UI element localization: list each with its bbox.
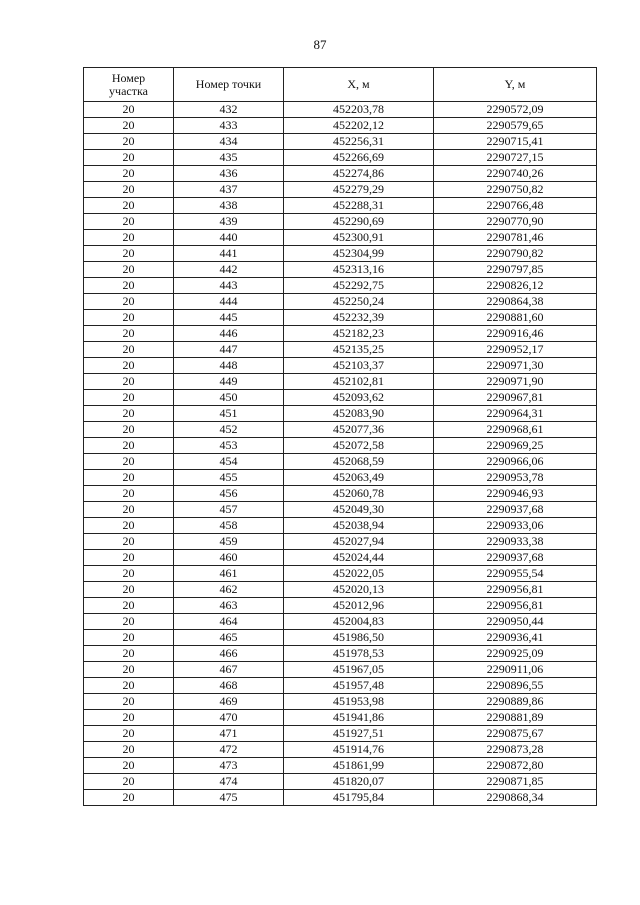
cell-y-coordinate: 2290946,93 <box>434 486 597 502</box>
cell-x-coordinate: 451953,98 <box>284 694 434 710</box>
cell-point-number: 468 <box>174 678 284 694</box>
cell-y-coordinate: 2290896,55 <box>434 678 597 694</box>
cell-plot-number: 20 <box>84 310 174 326</box>
cell-x-coordinate: 452012,96 <box>284 598 434 614</box>
cell-x-coordinate: 452274,86 <box>284 166 434 182</box>
cell-y-coordinate: 2290750,82 <box>434 182 597 198</box>
cell-plot-number: 20 <box>84 358 174 374</box>
table-row <box>84 422 597 438</box>
cell-x-coordinate: 452203,78 <box>284 102 434 118</box>
cell-x-coordinate: 452290,69 <box>284 214 434 230</box>
cell-x-coordinate: 452256,31 <box>284 134 434 150</box>
cell-point-number: 436 <box>174 166 284 182</box>
cell-plot-number: 20 <box>84 726 174 742</box>
header-row <box>84 68 597 102</box>
table-row <box>84 390 597 406</box>
table-row <box>84 166 597 182</box>
cell-plot-number: 20 <box>84 694 174 710</box>
cell-y-coordinate: 2290971,30 <box>434 358 597 374</box>
cell-y-coordinate: 2290797,85 <box>434 262 597 278</box>
cell-point-number: 460 <box>174 550 284 566</box>
cell-x-coordinate: 452063,49 <box>284 470 434 486</box>
table-row <box>84 118 597 134</box>
table-row <box>84 326 597 342</box>
cell-y-coordinate: 2290868,34 <box>434 790 597 806</box>
cell-x-coordinate: 452202,12 <box>284 118 434 134</box>
cell-x-coordinate: 452068,59 <box>284 454 434 470</box>
cell-y-coordinate: 2290936,41 <box>434 630 597 646</box>
cell-point-number: 449 <box>174 374 284 390</box>
cell-x-coordinate: 452313,16 <box>284 262 434 278</box>
cell-plot-number: 20 <box>84 758 174 774</box>
cell-point-number: 456 <box>174 486 284 502</box>
cell-y-coordinate: 2290740,26 <box>434 166 597 182</box>
cell-point-number: 459 <box>174 534 284 550</box>
cell-plot-number: 20 <box>84 534 174 550</box>
cell-plot-number: 20 <box>84 214 174 230</box>
cell-x-coordinate: 452093,62 <box>284 390 434 406</box>
cell-y-coordinate: 2290790,82 <box>434 246 597 262</box>
cell-y-coordinate: 2290911,06 <box>434 662 597 678</box>
cell-y-coordinate: 2290916,46 <box>434 326 597 342</box>
cell-y-coordinate: 2290925,09 <box>434 646 597 662</box>
cell-point-number: 454 <box>174 454 284 470</box>
cell-y-coordinate: 2290871,85 <box>434 774 597 790</box>
cell-y-coordinate: 2290971,90 <box>434 374 597 390</box>
table-row <box>84 534 597 550</box>
cell-point-number: 462 <box>174 582 284 598</box>
cell-point-number: 443 <box>174 278 284 294</box>
cell-plot-number: 20 <box>84 342 174 358</box>
cell-x-coordinate: 452077,36 <box>284 422 434 438</box>
cell-plot-number: 20 <box>84 790 174 806</box>
table-row <box>84 278 597 294</box>
table-row <box>84 454 597 470</box>
cell-y-coordinate: 2290969,25 <box>434 438 597 454</box>
cell-point-number: 441 <box>174 246 284 262</box>
cell-x-coordinate: 452004,83 <box>284 614 434 630</box>
cell-point-number: 442 <box>174 262 284 278</box>
cell-y-coordinate: 2290937,68 <box>434 550 597 566</box>
cell-x-coordinate: 452304,99 <box>284 246 434 262</box>
table-row <box>84 742 597 758</box>
cell-y-coordinate: 2290953,78 <box>434 470 597 486</box>
cell-x-coordinate: 452049,30 <box>284 502 434 518</box>
cell-x-coordinate: 452182,23 <box>284 326 434 342</box>
cell-plot-number: 20 <box>84 598 174 614</box>
table-row <box>84 678 597 694</box>
cell-y-coordinate: 2290956,81 <box>434 582 597 598</box>
cell-point-number: 466 <box>174 646 284 662</box>
cell-x-coordinate: 451927,51 <box>284 726 434 742</box>
cell-x-coordinate: 451820,07 <box>284 774 434 790</box>
cell-plot-number: 20 <box>84 454 174 470</box>
coordinates-table <box>83 67 597 806</box>
cell-point-number: 465 <box>174 630 284 646</box>
cell-y-coordinate: 2290952,17 <box>434 342 597 358</box>
header-plot-number <box>84 68 174 102</box>
cell-plot-number: 20 <box>84 678 174 694</box>
cell-plot-number: 20 <box>84 246 174 262</box>
cell-y-coordinate: 2290881,89 <box>434 710 597 726</box>
table-row <box>84 614 597 630</box>
cell-plot-number: 20 <box>84 486 174 502</box>
cell-point-number: 440 <box>174 230 284 246</box>
cell-x-coordinate: 451795,84 <box>284 790 434 806</box>
cell-x-coordinate: 452292,75 <box>284 278 434 294</box>
cell-point-number: 439 <box>174 214 284 230</box>
cell-x-coordinate: 452020,13 <box>284 582 434 598</box>
cell-point-number: 455 <box>174 470 284 486</box>
cell-x-coordinate: 452022,05 <box>284 566 434 582</box>
cell-y-coordinate: 2290579,65 <box>434 118 597 134</box>
cell-x-coordinate: 451986,50 <box>284 630 434 646</box>
cell-x-coordinate: 452060,78 <box>284 486 434 502</box>
cell-plot-number: 20 <box>84 518 174 534</box>
table-row <box>84 214 597 230</box>
table-row <box>84 582 597 598</box>
cell-point-number: 467 <box>174 662 284 678</box>
cell-x-coordinate: 451967,05 <box>284 662 434 678</box>
table-row <box>84 150 597 166</box>
cell-x-coordinate: 451978,53 <box>284 646 434 662</box>
cell-point-number: 475 <box>174 790 284 806</box>
table-row <box>84 758 597 774</box>
header-plot-number-line1: Номер <box>111 70 146 85</box>
cell-plot-number: 20 <box>84 582 174 598</box>
cell-x-coordinate: 452288,31 <box>284 198 434 214</box>
cell-point-number: 461 <box>174 566 284 582</box>
cell-plot-number: 20 <box>84 198 174 214</box>
cell-y-coordinate: 2290572,09 <box>434 102 597 118</box>
cell-y-coordinate: 2290781,46 <box>434 230 597 246</box>
table-row <box>84 630 597 646</box>
cell-y-coordinate: 2290950,44 <box>434 614 597 630</box>
cell-x-coordinate: 451941,86 <box>284 710 434 726</box>
table-row <box>84 566 597 582</box>
cell-point-number: 457 <box>174 502 284 518</box>
cell-point-number: 447 <box>174 342 284 358</box>
cell-point-number: 470 <box>174 710 284 726</box>
cell-y-coordinate: 2290933,06 <box>434 518 597 534</box>
table-row <box>84 342 597 358</box>
table-row <box>84 486 597 502</box>
cell-y-coordinate: 2290766,48 <box>434 198 597 214</box>
cell-point-number: 464 <box>174 614 284 630</box>
table-row <box>84 646 597 662</box>
cell-plot-number: 20 <box>84 742 174 758</box>
cell-y-coordinate: 2290955,54 <box>434 566 597 582</box>
table-row <box>84 374 597 390</box>
cell-point-number: 453 <box>174 438 284 454</box>
cell-plot-number: 20 <box>84 566 174 582</box>
cell-y-coordinate: 2290968,61 <box>434 422 597 438</box>
table-row <box>84 102 597 118</box>
table-row <box>84 406 597 422</box>
cell-x-coordinate: 452072,58 <box>284 438 434 454</box>
cell-point-number: 432 <box>174 102 284 118</box>
cell-plot-number: 20 <box>84 774 174 790</box>
cell-y-coordinate: 2290727,15 <box>434 150 597 166</box>
table-row <box>84 182 597 198</box>
cell-y-coordinate: 2290864,38 <box>434 294 597 310</box>
cell-point-number: 471 <box>174 726 284 742</box>
cell-plot-number: 20 <box>84 630 174 646</box>
cell-plot-number: 20 <box>84 326 174 342</box>
table-row <box>84 710 597 726</box>
cell-x-coordinate: 451914,76 <box>284 742 434 758</box>
cell-x-coordinate: 452232,39 <box>284 310 434 326</box>
cell-y-coordinate: 2290873,28 <box>434 742 597 758</box>
cell-plot-number: 20 <box>84 550 174 566</box>
cell-plot-number: 20 <box>84 710 174 726</box>
cell-x-coordinate: 452279,29 <box>284 182 434 198</box>
cell-plot-number: 20 <box>84 390 174 406</box>
cell-plot-number: 20 <box>84 134 174 150</box>
header-plot-number-line2: участка <box>109 83 148 98</box>
table-row <box>84 550 597 566</box>
cell-y-coordinate: 2290881,60 <box>434 310 597 326</box>
cell-plot-number: 20 <box>84 182 174 198</box>
cell-x-coordinate: 452300,91 <box>284 230 434 246</box>
table-row <box>84 470 597 486</box>
cell-point-number: 444 <box>174 294 284 310</box>
cell-y-coordinate: 2290967,81 <box>434 390 597 406</box>
page-number: 87 <box>313 37 327 52</box>
cell-plot-number: 20 <box>84 662 174 678</box>
cell-y-coordinate: 2290956,81 <box>434 598 597 614</box>
table-row <box>84 358 597 374</box>
table-row <box>84 502 597 518</box>
table-row <box>84 694 597 710</box>
cell-x-coordinate: 452038,94 <box>284 518 434 534</box>
table-row <box>84 790 597 806</box>
cell-point-number: 435 <box>174 150 284 166</box>
cell-plot-number: 20 <box>84 406 174 422</box>
cell-point-number: 438 <box>174 198 284 214</box>
cell-point-number: 472 <box>174 742 284 758</box>
cell-y-coordinate: 2290889,86 <box>434 694 597 710</box>
table-row <box>84 438 597 454</box>
cell-x-coordinate: 452250,24 <box>284 294 434 310</box>
table-row <box>84 310 597 326</box>
cell-point-number: 433 <box>174 118 284 134</box>
cell-plot-number: 20 <box>84 470 174 486</box>
table-body <box>84 102 597 806</box>
cell-y-coordinate: 2290826,12 <box>434 278 597 294</box>
cell-y-coordinate: 2290715,41 <box>434 134 597 150</box>
cell-plot-number: 20 <box>84 502 174 518</box>
table-row <box>84 294 597 310</box>
table-row <box>84 598 597 614</box>
table-row <box>84 774 597 790</box>
cell-y-coordinate: 2290966,06 <box>434 454 597 470</box>
cell-plot-number: 20 <box>84 438 174 454</box>
table-row <box>84 246 597 262</box>
cell-x-coordinate: 451861,99 <box>284 758 434 774</box>
cell-plot-number: 20 <box>84 614 174 630</box>
cell-point-number: 434 <box>174 134 284 150</box>
header-point-number: Номер точки <box>174 68 284 102</box>
cell-point-number: 437 <box>174 182 284 198</box>
cell-y-coordinate: 2290770,90 <box>434 214 597 230</box>
cell-plot-number: 20 <box>84 374 174 390</box>
cell-plot-number: 20 <box>84 294 174 310</box>
cell-x-coordinate: 452103,37 <box>284 358 434 374</box>
cell-point-number: 463 <box>174 598 284 614</box>
cell-x-coordinate: 452266,69 <box>284 150 434 166</box>
table-row <box>84 518 597 534</box>
cell-y-coordinate: 2290964,31 <box>434 406 597 422</box>
cell-point-number: 473 <box>174 758 284 774</box>
cell-x-coordinate: 452024,44 <box>284 550 434 566</box>
cell-plot-number: 20 <box>84 118 174 134</box>
cell-point-number: 451 <box>174 406 284 422</box>
cell-point-number: 474 <box>174 774 284 790</box>
table-row <box>84 198 597 214</box>
table-header <box>84 68 597 102</box>
cell-plot-number: 20 <box>84 166 174 182</box>
cell-x-coordinate: 452083,90 <box>284 406 434 422</box>
cell-plot-number: 20 <box>84 422 174 438</box>
table-row <box>84 230 597 246</box>
cell-point-number: 448 <box>174 358 284 374</box>
cell-x-coordinate: 452027,94 <box>284 534 434 550</box>
cell-plot-number: 20 <box>84 230 174 246</box>
table-row <box>84 134 597 150</box>
cell-y-coordinate: 2290875,67 <box>434 726 597 742</box>
header-x-coordinate: X, м <box>284 68 434 102</box>
cell-plot-number: 20 <box>84 278 174 294</box>
cell-point-number: 458 <box>174 518 284 534</box>
cell-x-coordinate: 452102,81 <box>284 374 434 390</box>
cell-y-coordinate: 2290937,68 <box>434 502 597 518</box>
table-row <box>84 262 597 278</box>
cell-x-coordinate: 451957,48 <box>284 678 434 694</box>
header-y-coordinate: Y, м <box>434 68 597 102</box>
table-row <box>84 726 597 742</box>
cell-x-coordinate: 452135,25 <box>284 342 434 358</box>
cell-plot-number: 20 <box>84 646 174 662</box>
cell-plot-number: 20 <box>84 262 174 278</box>
cell-y-coordinate: 2290933,38 <box>434 534 597 550</box>
cell-point-number: 450 <box>174 390 284 406</box>
cell-point-number: 452 <box>174 422 284 438</box>
cell-point-number: 469 <box>174 694 284 710</box>
cell-plot-number: 20 <box>84 102 174 118</box>
cell-y-coordinate: 2290872,80 <box>434 758 597 774</box>
table-row <box>84 662 597 678</box>
cell-point-number: 445 <box>174 310 284 326</box>
cell-plot-number: 20 <box>84 150 174 166</box>
cell-point-number: 446 <box>174 326 284 342</box>
